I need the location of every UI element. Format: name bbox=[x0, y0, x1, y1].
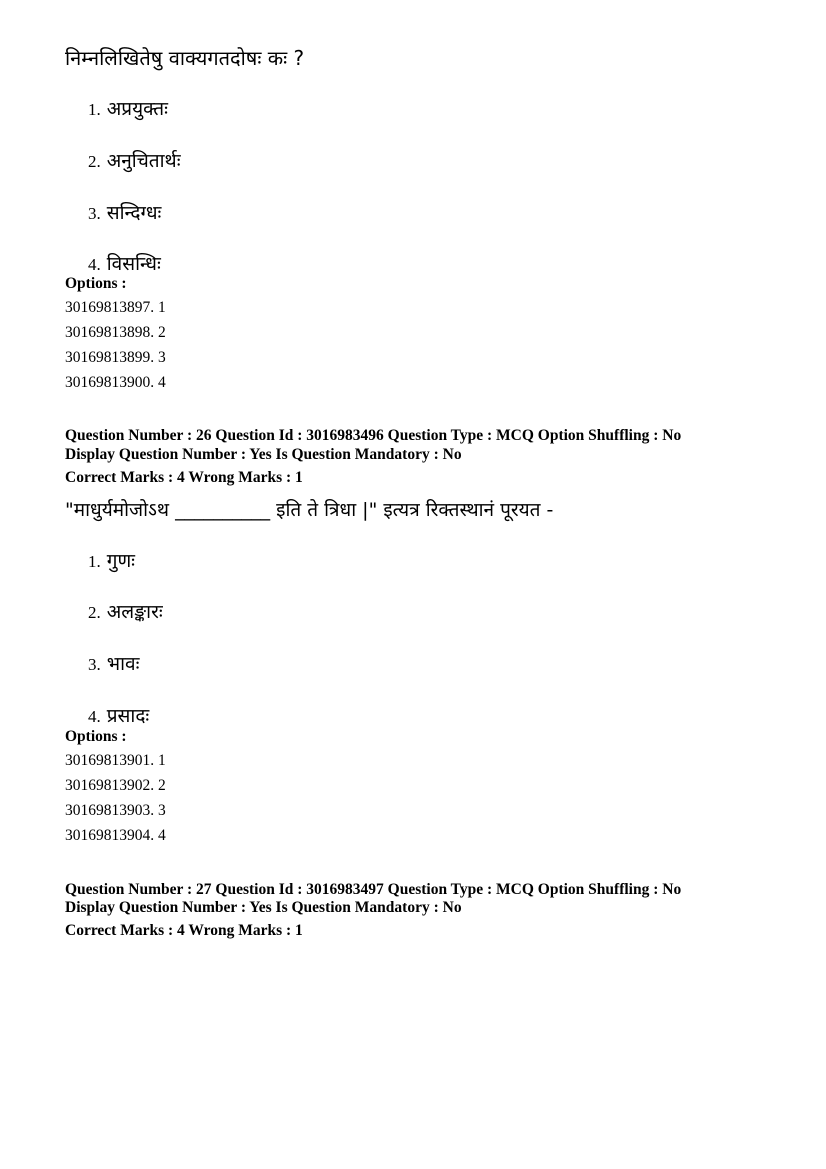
choice-text: अलङ्कारः bbox=[106, 601, 163, 623]
choice-number: 4. bbox=[88, 707, 101, 726]
choice-text: अप्रयुक्तः bbox=[106, 98, 168, 120]
choice-text: विसन्धिः bbox=[106, 253, 161, 275]
question-26-choice-4 bbox=[88, 702, 149, 728]
question-26-option-3: 30169813903. 3 bbox=[65, 802, 166, 819]
question-25-choice-4 bbox=[88, 250, 161, 276]
question-26-choice-3 bbox=[88, 650, 139, 676]
question-26-meta-line-1: Question Number : 26 Question Id : 3016983496 Question Type : MCQ Option Shuffling : No bbox=[65, 427, 682, 444]
question-25-text: निम्नलिखितेषु वाक्यगतदोषः कः ? bbox=[65, 46, 305, 70]
choice-text: भावः bbox=[106, 653, 140, 675]
question-26-option-2: 30169813902. 2 bbox=[65, 777, 166, 794]
question-25-choice-2 bbox=[88, 147, 181, 173]
choice-text: प्रसादः bbox=[106, 705, 150, 727]
question-26-option-4: 30169813904. 4 bbox=[65, 827, 166, 844]
choice-text: गुणः bbox=[106, 550, 136, 572]
question-27-meta-line-1: Question Number : 27 Question Id : 3016983497 Question Type : MCQ Option Shuffling : No bbox=[65, 881, 682, 898]
question-25-option-2: 30169813898. 2 bbox=[65, 324, 166, 341]
question-25-choice-1 bbox=[88, 95, 168, 121]
choice-number: 4. bbox=[88, 255, 101, 274]
question-26-meta-line-2: Display Question Number : Yes Is Question Mandatory : No bbox=[65, 446, 462, 463]
choice-number: 2. bbox=[88, 603, 101, 622]
question-26-choice-1 bbox=[88, 547, 135, 573]
choice-number: 3. bbox=[88, 655, 101, 674]
choice-number: 1. bbox=[88, 100, 101, 119]
question-26-option-1: 30169813901. 1 bbox=[65, 752, 166, 769]
question-25-option-3: 30169813899. 3 bbox=[65, 349, 166, 366]
question-25-option-1: 30169813897. 1 bbox=[65, 299, 166, 316]
question-26-options-label: Options : bbox=[65, 728, 127, 745]
choice-number: 1. bbox=[88, 552, 101, 571]
question-27-meta-line-3: Correct Marks : 4 Wrong Marks : 1 bbox=[65, 922, 303, 939]
question-26-choice-2 bbox=[88, 598, 163, 624]
choice-number: 3. bbox=[88, 204, 101, 223]
choice-text: सन्दिग्धः bbox=[106, 202, 162, 224]
question-26-meta-line-3: Correct Marks : 4 Wrong Marks : 1 bbox=[65, 469, 303, 486]
choice-text: अनुचितार्थः bbox=[106, 150, 181, 172]
question-25-options-label: Options : bbox=[65, 275, 127, 292]
choice-number: 2. bbox=[88, 152, 101, 171]
question-25-choice-3 bbox=[88, 199, 161, 225]
question-27-meta-line-2: Display Question Number : Yes Is Question Mandatory : No bbox=[65, 899, 462, 916]
question-26-text: "माधुर्यमोजोऽथ __________ इति ते त्रिधा |" इत्यत्र रिक्तस्थानं पूरयत - bbox=[65, 499, 554, 521]
question-25-option-4: 30169813900. 4 bbox=[65, 374, 166, 391]
